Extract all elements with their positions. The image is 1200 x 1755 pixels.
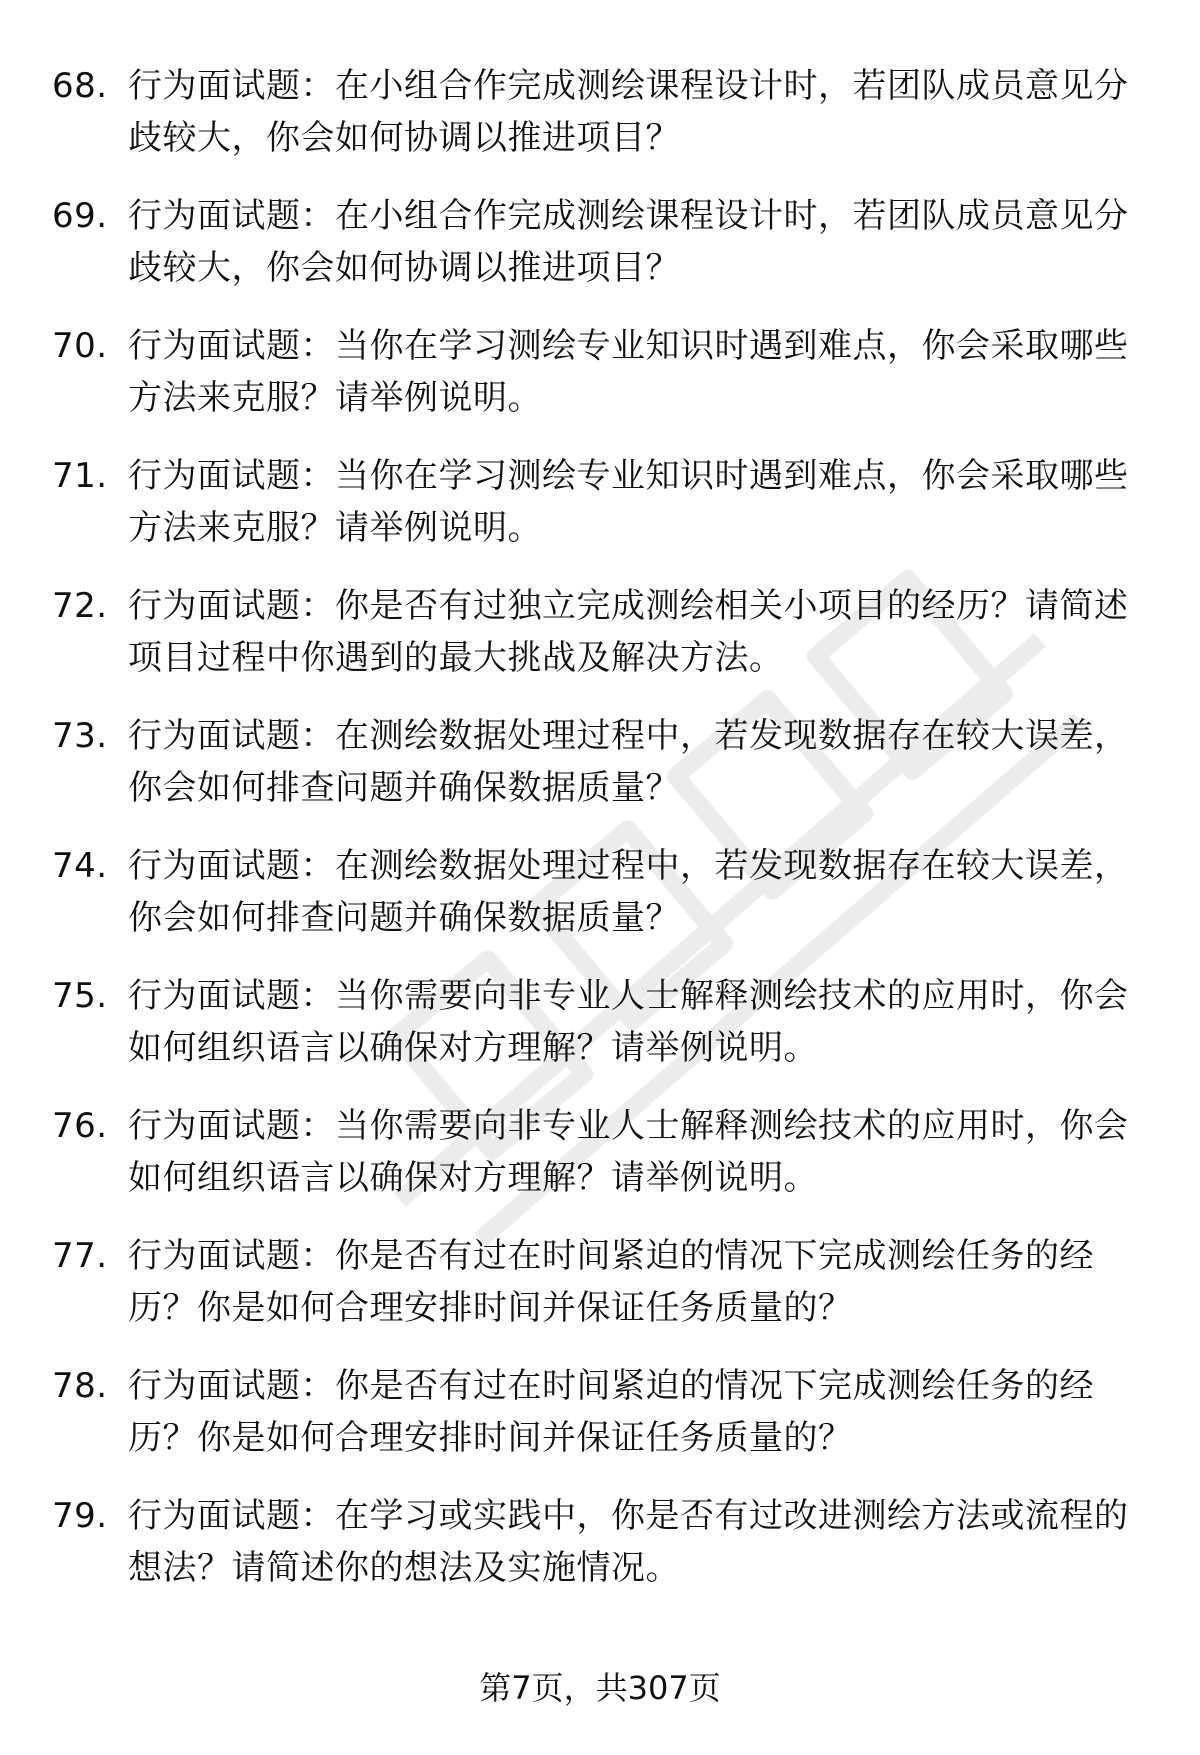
question-text: 行为面试题：当你在学习测绘专业知识时遇到难点，你会采取哪些方法来克服？请举例说明。	[128, 326, 1129, 418]
question-number: 68.	[52, 66, 108, 106]
question-number: 73.	[52, 716, 108, 756]
question-text: 行为面试题：你是否有过在时间紧迫的情况下完成测绘任务的经历？你是如何合理安排时间并保证任务质量的？	[128, 1366, 1094, 1458]
question-number: 76.	[52, 1106, 108, 1146]
list-item	[0, 970, 1200, 1100]
question-number: 79.	[52, 1496, 108, 1536]
page-number: 第7页，共307页	[479, 1669, 721, 1707]
question-number: 74.	[52, 846, 108, 886]
list-item	[0, 1100, 1200, 1230]
question-number: 78.	[52, 1366, 108, 1406]
question-text: 行为面试题：在小组合作完成测绘课程设计时，若团队成员意见分歧较大，你会如何协调以推进项目？	[128, 196, 1129, 288]
question-text: 行为面试题：在学习或实践中，你是否有过改进测绘方法或流程的想法？请简述你的想法及实施情况。	[128, 1496, 1129, 1588]
list-item	[0, 580, 1200, 710]
question-number: 77.	[52, 1236, 108, 1276]
question-number: 70.	[52, 326, 108, 366]
question-number: 69.	[52, 196, 108, 236]
question-text: 行为面试题：你是否有过在时间紧迫的情况下完成测绘任务的经历？你是如何合理安排时间并保证任务质量的？	[128, 1236, 1094, 1328]
question-list	[0, 60, 1200, 1620]
question-number: 72.	[52, 586, 108, 626]
list-item	[0, 450, 1200, 580]
list-item	[0, 1490, 1200, 1620]
list-item	[0, 190, 1200, 320]
question-text: 行为面试题：在小组合作完成测绘课程设计时，若团队成员意见分歧较大，你会如何协调以推进项目？	[128, 66, 1129, 158]
question-text: 行为面试题：在测绘数据处理过程中，若发现数据存在较大误差，你会如何排查问题并确保数据质量？	[128, 846, 1129, 938]
list-item	[0, 710, 1200, 840]
list-item	[0, 1230, 1200, 1360]
question-text: 行为面试题：你是否有过独立完成测绘相关小项目的经历？请简述项目过程中你遇到的最大挑战及解决方法。	[128, 586, 1129, 678]
question-text: 行为面试题：在测绘数据处理过程中，若发现数据存在较大误差，你会如何排查问题并确保数据质量？	[128, 716, 1129, 808]
list-item	[0, 320, 1200, 450]
question-number: 75.	[52, 976, 108, 1016]
list-item	[0, 840, 1200, 970]
question-text: 行为面试题：当你在学习测绘专业知识时遇到难点，你会采取哪些方法来克服？请举例说明。	[128, 456, 1129, 548]
question-number: 71.	[52, 456, 108, 496]
list-item	[0, 1360, 1200, 1490]
question-text: 行为面试题：当你需要向非专业人士解释测绘技术的应用时，你会如何组织语言以确保对方理解？请举例说明。	[128, 976, 1129, 1068]
question-text: 行为面试题：当你需要向非专业人士解释测绘技术的应用时，你会如何组织语言以确保对方理解？请举例说明。	[128, 1106, 1129, 1198]
list-item	[0, 60, 1200, 190]
